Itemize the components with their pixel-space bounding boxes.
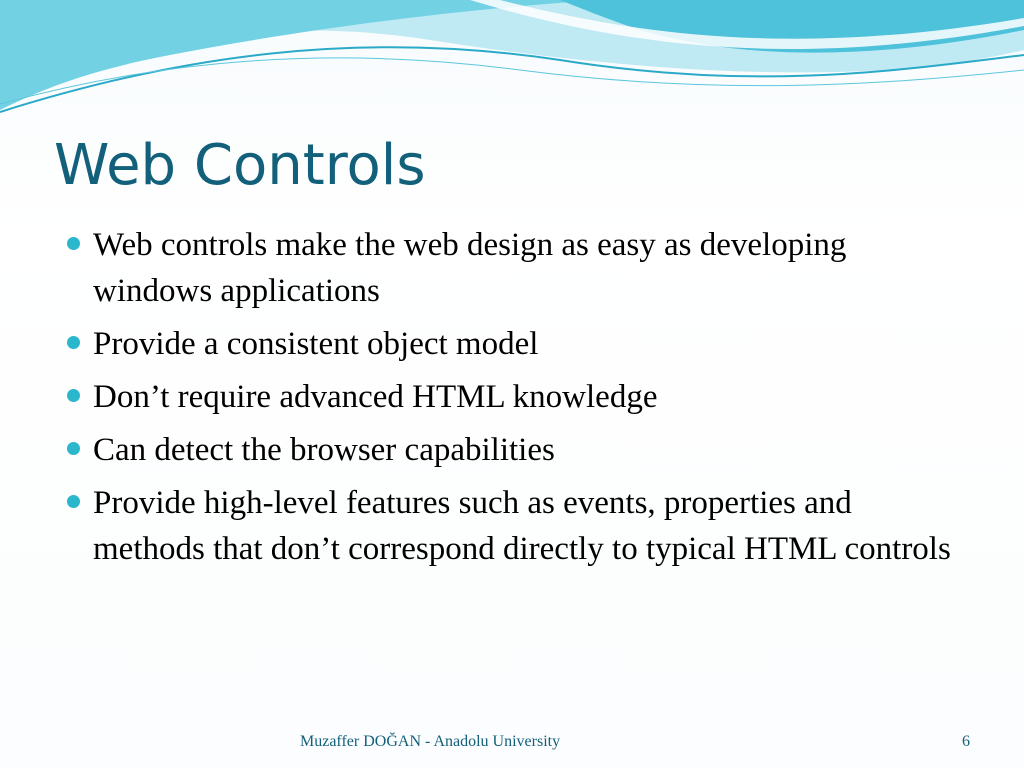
bullet-dot-icon — [67, 442, 80, 455]
bullet-dot-icon — [67, 389, 80, 402]
bullet-dot-icon — [67, 336, 80, 349]
header-wave-decoration — [0, 0, 1024, 130]
bullet-text: Provide a consistent object model — [93, 326, 539, 362]
bullet-item — [64, 480, 964, 572]
page-number: 6 — [962, 733, 970, 750]
bullet-dot-icon — [67, 495, 80, 508]
bullet-text: Don’t require advanced HTML knowledge — [93, 379, 658, 415]
bullet-item — [64, 427, 964, 473]
footer-author: Muzaffer DOĞAN - Anadolu University — [300, 733, 561, 750]
slide-title: Web Controls — [54, 133, 426, 198]
bullet-item — [64, 321, 964, 367]
bullet-item — [64, 222, 964, 314]
bullet-item — [64, 374, 964, 420]
bullet-dot-icon — [67, 237, 80, 250]
bullet-text: Provide high-level features such as events, properties and methods that don’t correspond directly to typical HTML controls — [93, 485, 951, 567]
bullet-list — [64, 222, 964, 579]
bullet-text: Can detect the browser capabilities — [93, 432, 555, 468]
bullet-text: Web controls make the web design as easy as developing windows applications — [93, 227, 847, 309]
